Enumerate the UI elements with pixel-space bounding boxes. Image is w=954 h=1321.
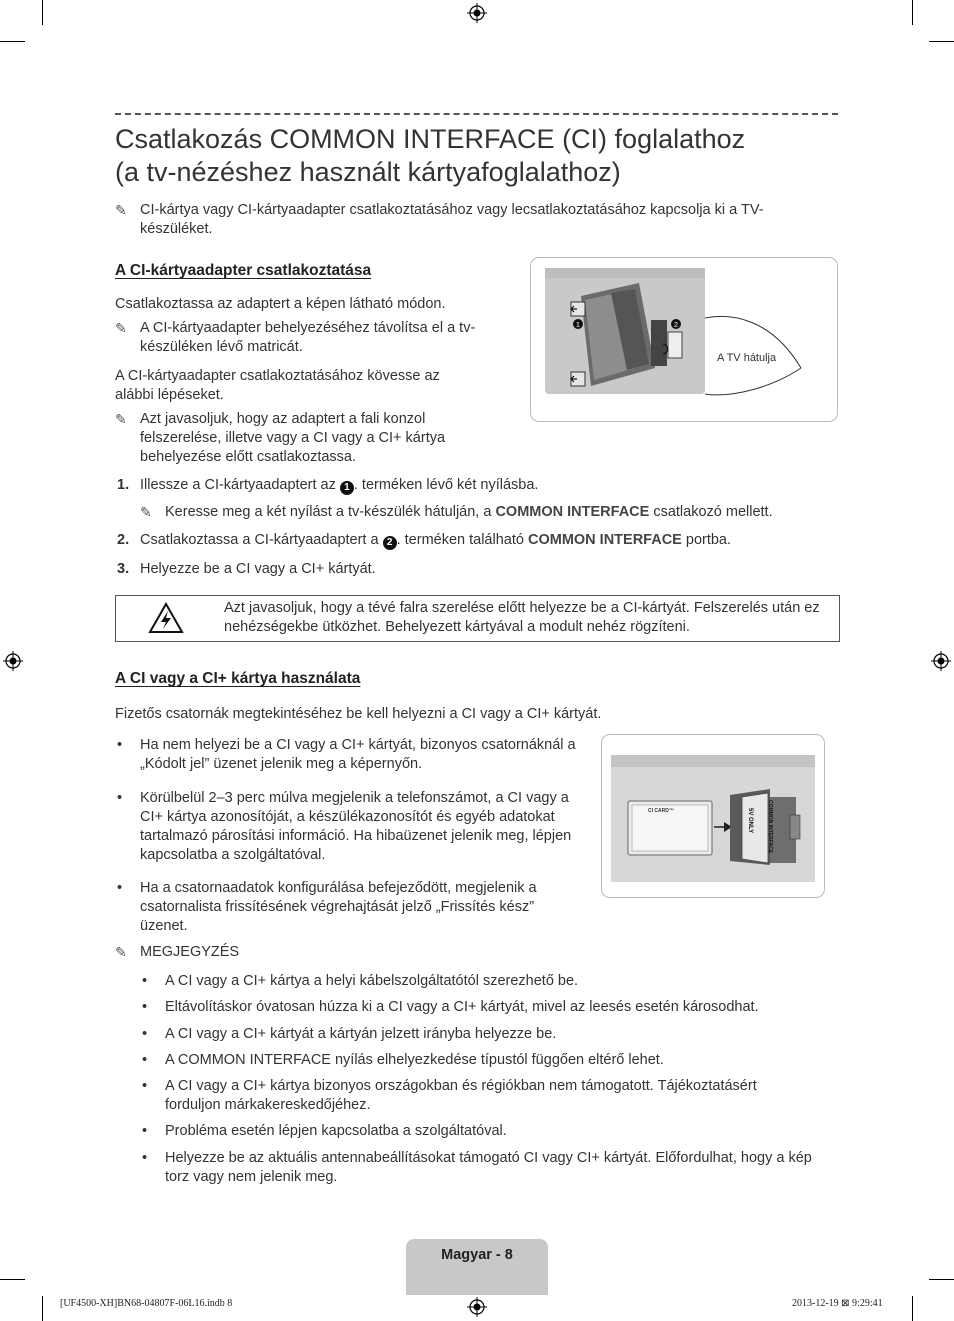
bullet-dot: • [117, 790, 123, 806]
bullet-text: Ha nem helyezi be a CI vagy a CI+ kártyát, bizonyos csatornáknál a „Kódolt jel” üzenet jelenik meg a képernyőn. [140, 737, 576, 772]
section2-para: Fizetős csatornák megtekintéséhez be kell helyezni a CI vagy a CI+ kártyát. [115, 706, 602, 722]
crop-mark [912, 1296, 913, 1321]
note-text: A COMMON INTERFACE nyílás elhelyezkedése típustól függően eltérő lehet. [165, 1052, 664, 1068]
bullet-dot: • [142, 999, 148, 1015]
note-text: Eltávolításkor óvatosan húzza ki a CI vagy a CI+ kártyát, mivel az leesés esetén károsodhat. [165, 999, 759, 1015]
note-item [142, 1122, 832, 1141]
crop-mark [929, 1279, 954, 1280]
section1-note2 [115, 410, 485, 467]
adapter-figure [530, 257, 838, 422]
section1-note2-text: Azt javasoljuk, hogy az adaptert a fali konzol felszerelése, illetve vagy a CI vagy a CI+ kártya behelyezése előtt csatlakoztassa. [140, 411, 446, 465]
lightning-warning-icon [148, 602, 184, 634]
title-line-1: Csatlakozás COMMON INTERFACE (CI) foglalathoz [115, 124, 746, 154]
step-number: 3. [117, 561, 130, 577]
bullet-text: Ha a csatornaadatok konfigurálása befejeződött, megjelenik a csatornalista frissítésének végrehajtását jelző „Frissítés kész” üzenet. [140, 880, 537, 934]
registration-mark-icon [467, 3, 487, 23]
step-text: . terméken található [396, 532, 524, 548]
warning-text: Azt javasoljuk, hogy a tévé falra szerelése előtt helyezze be a CI-kártyát. Felszerelés után ez nehézségekbe ütközhet. Behelyezett kártyával a modult nehéz rögzíteni. [224, 600, 820, 635]
bullet-dot: • [142, 1123, 148, 1139]
adapter-illustration [531, 258, 837, 421]
step-1-note-text: csatlakozó mellett. [653, 504, 773, 520]
pencil-icon: ✎ [115, 320, 127, 336]
step-text: Csatlakoztassa a CI-kártyaadaptert a [140, 532, 379, 548]
step-text: Illessze a CI-kártyaadaptert az [140, 477, 336, 493]
note-item [142, 1051, 832, 1070]
intro-note-text: CI-kártya vagy CI-kártyaadapter csatlakoztatásához vagy lecsatlakoztatásához kapcsolja ki a TV-készüléket. [140, 202, 764, 237]
registration-mark-icon [3, 651, 23, 671]
pencil-icon: ✎ [115, 202, 127, 218]
keyword-common-interface: COMMON INTERFACE [495, 504, 650, 520]
bullet-dot: • [142, 1150, 148, 1166]
card-illustration [602, 735, 824, 897]
note-item [142, 1149, 822, 1187]
section1-para2: A CI-kártyaadapter csatlakoztatásához kövesse az alábbi lépéseket. [115, 368, 440, 403]
step-3 [117, 560, 837, 579]
card-figure [601, 734, 825, 898]
step-1-note-text: Keresse meg a két nyílást a tv-készülék hátulján, a [165, 504, 492, 520]
note-text: A CI vagy a CI+ kártya a helyi kábelszolgáltatótól szerezhető be. [165, 973, 579, 989]
bullet-dot: • [142, 973, 148, 989]
pencil-icon: ✎ [115, 411, 127, 427]
print-slug-date: 2013-12-19 ⊠ 9:29:41 [792, 1298, 883, 1309]
bullet-dot: • [142, 1026, 148, 1042]
registration-mark-icon [467, 1297, 487, 1317]
note-text: Probléma esetén lépjen kapcsolatba a szolgáltatóval. [165, 1123, 507, 1139]
module-label-voltage: 5V ONLY [747, 808, 753, 834]
crop-mark [42, 1296, 43, 1321]
note-item [142, 1077, 812, 1115]
figure-marker-2: 2 [674, 322, 678, 329]
note-heading [115, 943, 239, 962]
note-text: A CI vagy a CI+ kártya bizonyos országokban és régiókban nem támogatott. Tájékoztatásért forduljon márkakereskedőjéhez. [165, 1078, 757, 1113]
title-line-2: (a tv-nézéshez használt kártyafoglalathoz) [115, 157, 621, 187]
bullet-text: Körülbelül 2–3 perc múlva megjelenik a telefonszámot, a CI vagy a CI+ kártya azonosítóját, a készülékazonosítót és egyéb adatokat tartalmazó párosítási információ. Ha hibaüzenet jelenik meg, lépjen kapcsolatba a szolgáltatóval. [140, 790, 572, 863]
pencil-icon: ✎ [140, 504, 152, 520]
step-1 [117, 476, 837, 495]
step-text: portba. [685, 532, 732, 548]
step-number: 1. [117, 477, 130, 493]
pencil-icon: ✎ [115, 944, 127, 960]
bullet-item [117, 736, 577, 774]
bullet-dot: • [142, 1078, 148, 1094]
print-slug-file: [UF4500-XH]BN68-04807F-06L16.indb 8 [60, 1298, 233, 1309]
note-item [142, 1025, 832, 1044]
step-number: 2. [117, 532, 130, 548]
section1-note1-text: A CI-kártyaadapter behelyezéséhez távolítsa el a tv-készüléken lévő matricát. [140, 320, 476, 355]
note-text: A CI vagy a CI+ kártyát a kártyán jelzett irányba helyezze be. [165, 1026, 557, 1042]
step-text: . terméken lévő két nyílásba. [353, 477, 539, 493]
section-heading-card-usage: A CI vagy a CI+ kártya használata [115, 670, 361, 687]
warning-box [115, 595, 840, 642]
bullet-item [117, 789, 577, 865]
module-label-interface: COMMON INTERFACE [767, 800, 773, 854]
crop-mark [0, 41, 25, 42]
page-number: Magyar - 8 [441, 1247, 513, 1263]
figure-marker-1: 1 [576, 322, 580, 329]
keyword-common-interface: COMMON INTERFACE [527, 532, 682, 548]
registration-mark-icon [931, 651, 951, 671]
crop-mark [42, 0, 43, 25]
bullet-dot: • [117, 737, 123, 753]
intro-note [115, 201, 795, 239]
section-heading-adapter: A CI-kártyaadapter csatlakoztatása [115, 262, 372, 279]
bullet-dot: • [117, 880, 123, 896]
section1-note1 [115, 319, 485, 357]
step-text: Helyezze be a CI vagy a CI+ kártyát. [140, 561, 376, 577]
bullet-dot: • [142, 1052, 148, 1068]
step-2 [117, 531, 837, 550]
note-item [142, 998, 832, 1017]
step-marker: 2 [383, 536, 397, 550]
crop-mark [929, 41, 954, 42]
step-1-note [140, 503, 840, 522]
step-marker: 1 [340, 481, 354, 495]
crop-mark [0, 1279, 25, 1280]
card-label: CI CARD™ [648, 808, 674, 814]
figure-caption-tv-back: A TV hátulja [717, 352, 777, 364]
note-item [142, 972, 832, 991]
crop-mark [912, 0, 913, 25]
note-text: Helyezze be az aktuális antennabeállításokat támogató CI vagy CI+ kártyát. Előfordulhat, hogy a kép torz vagy nem jelenik meg. [165, 1150, 812, 1185]
section1-para1: Csatlakoztassa az adaptert a képen látható módon. [115, 296, 446, 312]
page-title [115, 123, 855, 189]
title-rule [115, 113, 838, 115]
note-heading-text: MEGJEGYZÉS [140, 944, 240, 960]
bullet-item [117, 879, 577, 936]
